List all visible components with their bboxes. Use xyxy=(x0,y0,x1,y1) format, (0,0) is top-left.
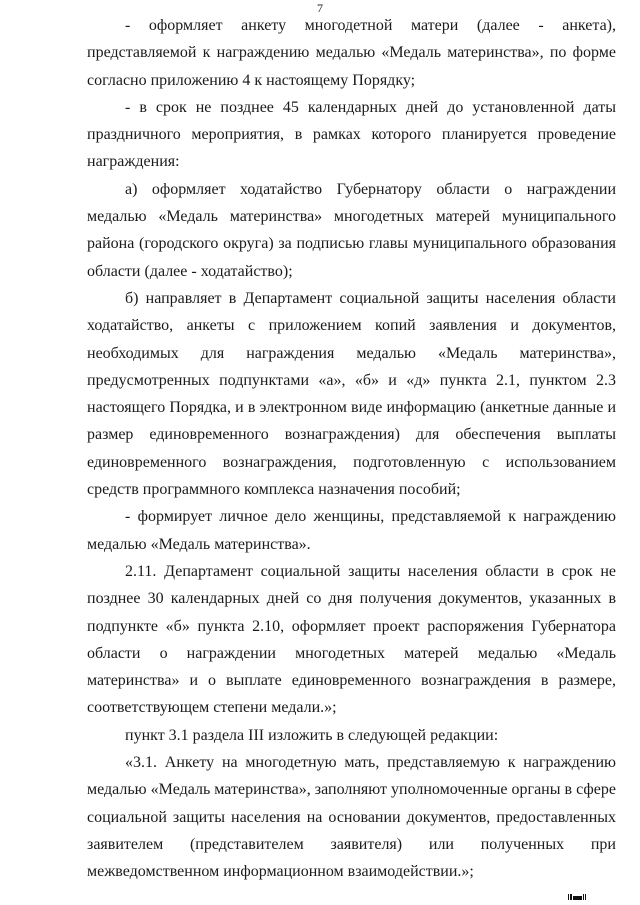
paragraph-petition-a: а) оформляет ходатайство Губернатору области о награждении медалью «Медаль материнства» многодетных матерей муниципального района (городского округа) за подписью главы муниципального образования области (далее - ходатайство); xyxy=(87,180,616,280)
document-body xyxy=(87,12,616,886)
paragraph-clause-3-1: «3.1. Анкету на многодетную мать, представляемую к награждению медалью «Медаль материнства», заполняют уполномоченные органы в сфере социальной защиты населения на основании документов, предоставленных заявителем (представителем заявителя) или полученных при межведомственном информационном взаимодействии.»; xyxy=(87,754,616,881)
paragraph-personal-file: - формирует личное дело женщины, представляемой к награждению медалью «Медаль материнства». xyxy=(87,508,616,553)
paragraph-deadline-45-days: - в срок не позднее 45 календарных дней до установленной даты праздничного мероприятия, в рамках которого планируется проведение награждения: xyxy=(87,98,616,171)
paragraph-2-11: 2.11. Департамент социальной защиты населения области в срок не позднее 30 календарных дней со дня получения документов, указанных в подпункте «б» пункта 2.10, оформляет проект распоряжения Губернатора области о награждении многодетных матерей медалью «Медаль материнства» и о выплате единовременного вознаграждения в размере, соответствующем степени медали.»; xyxy=(87,562,616,717)
page-number: 7 xyxy=(317,1,323,15)
paragraph-clause-3-1-intro: пункт 3.1 раздела III изложить в следующей редакции: xyxy=(125,726,499,744)
paragraph-send-b: б) направляет в Департамент социальной защиты населения области ходатайство, анкеты с приложением копий заявления и документов, необходимых для награждения медалью «Медаль материнства», предусмотренных подпунктами «а», «б» и «д» пункта 2.1, пунктом 2.3 настоящего Порядка, и в электронном виде информацию (анкетные данные и размер единовременного вознаграждения) для обеспечения выплаты единовременного вознаграждения, подготовленную с использованием средств программного комплекса назначения пособий; xyxy=(87,289,616,499)
document-barcode-mark xyxy=(568,894,586,900)
paragraph-questionnaire: - оформляет анкету многодетной матери (далее - анкета), представляемой к награждению медалью «Медаль материнства», по форме согласно приложению 4 к настоящему Порядку; xyxy=(87,17,616,89)
